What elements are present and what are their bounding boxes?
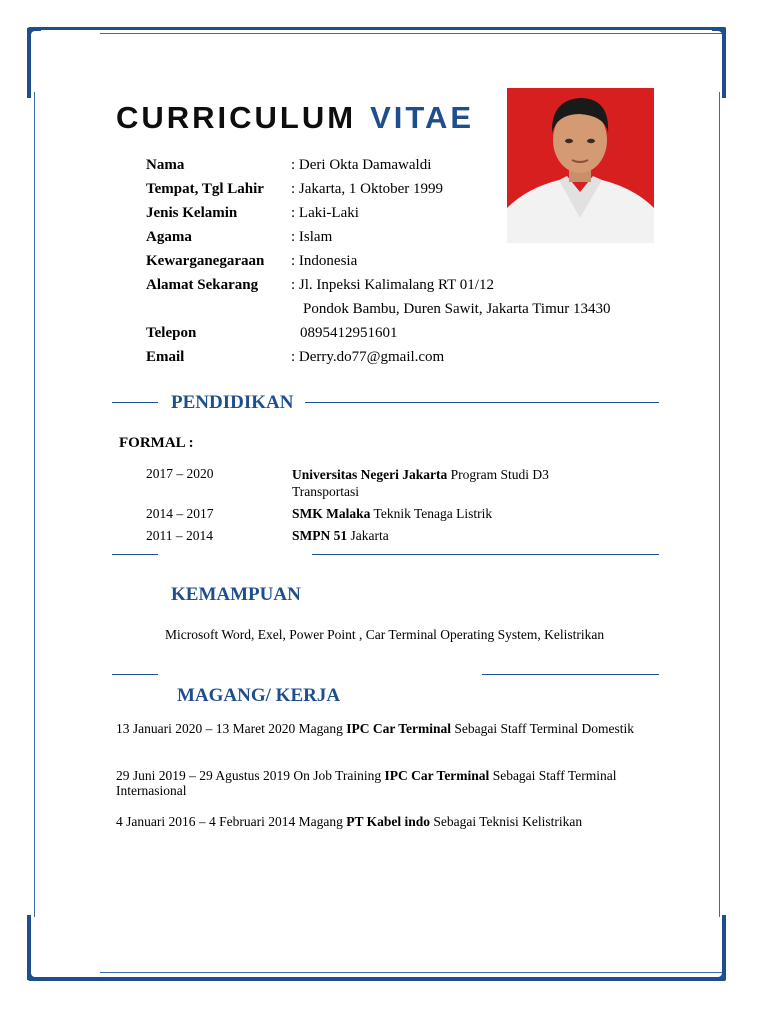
work-period: 29 Juni 2019 – 29 Agustus 2019 On Job Training: [116, 768, 385, 783]
title-curriculum: CURRICULUM: [116, 100, 357, 135]
section-heading-magang-kerja: MAGANG/ KERJA: [177, 685, 341, 706]
value-tempat-tgl-lahir: : Jakarta, 1 Oktober 1999: [291, 181, 444, 197]
value-alamat-line1: : Jl. Inpeksi Kalimalang RT 01/12: [291, 277, 494, 293]
work-entry: [116, 721, 636, 736]
work-entry: [116, 814, 636, 829]
work-period: 13 Januari 2020 – 13 Maret 2020 Magang: [116, 721, 347, 736]
divider-right: [482, 674, 659, 675]
formal-label: FORMAL :: [119, 435, 194, 451]
edu-years: 2014 – 2017: [146, 506, 214, 521]
label-alamat-sekarang: Alamat Sekarang: [146, 277, 259, 293]
value-agama: : Islam: [291, 229, 333, 245]
value-jenis-kelamin: : Laki-Laki: [291, 205, 359, 221]
divider-left: [112, 554, 158, 555]
profile-photo: [507, 88, 654, 243]
title-vitae: VITAE: [370, 100, 475, 135]
frame-right-line: [719, 92, 720, 917]
work-period: 4 Januari 2016 – 4 Februari 2014 Magang: [116, 814, 347, 829]
work-role: Sebagai Teknisi Kelistrikan: [430, 814, 583, 829]
page-title: [116, 100, 474, 136]
frame-corner-bottom-left: [27, 967, 41, 981]
work-role: Sebagai Staff Terminal Domestik: [450, 721, 635, 736]
skills-text: Microsoft Word, Exel, Power Point , Car Terminal Operating System, Kelistrikan: [165, 627, 605, 642]
value-kewarganegaraan: : Indonesia: [291, 253, 358, 269]
edu-years: 2011 – 2014: [146, 528, 213, 543]
edu-school: SMPN 51: [292, 528, 348, 543]
divider-right: [312, 554, 659, 555]
edu-detail: Teknik Tenaga Listrik: [370, 506, 493, 521]
section-heading-pendidikan: PENDIDIKAN: [171, 392, 294, 413]
frame-top-border: [28, 27, 726, 30]
edu-detail: Jakarta: [347, 528, 389, 543]
divider-left: [112, 674, 158, 675]
edu-entry: [292, 528, 389, 544]
frame-bottom-inner-line: [100, 972, 724, 973]
work-company: PT Kabel indo: [346, 814, 430, 829]
label-telepon: Telepon: [146, 325, 197, 341]
edu-years: 2017 – 2020: [146, 466, 214, 481]
work-entry: [116, 768, 636, 798]
divider-right: [305, 402, 659, 403]
frame-bottom-border: [28, 977, 726, 981]
label-jenis-kelamin: Jenis Kelamin: [146, 205, 238, 221]
work-role: Sebagai Staff Terminal Internasional: [116, 768, 617, 798]
label-email: Email: [146, 349, 185, 365]
edu-entry: [292, 506, 492, 522]
edu-detail-line2: Transportasi: [292, 484, 360, 499]
edu-detail: Program Studi D3: [447, 467, 549, 482]
edu-entry: [292, 466, 592, 500]
label-kewarganegaraan: Kewarganegaraan: [146, 253, 265, 269]
frame-left-line: [34, 92, 35, 917]
frame-top-inner-line: [100, 33, 724, 34]
label-tempat-tgl-lahir: Tempat, Tgl Lahir: [146, 181, 264, 197]
profile-photo-image: [507, 88, 654, 243]
value-nama: : Deri Okta Damawaldi: [291, 157, 432, 173]
value-alamat-line2: Pondok Bambu, Duren Sawit, Jakarta Timur 13430: [303, 301, 611, 317]
frame-corner-top-left: [27, 27, 41, 41]
work-company: IPC Car Terminal: [346, 721, 451, 736]
edu-school: Universitas Negeri Jakarta: [292, 467, 448, 482]
edu-school: SMK Malaka: [292, 506, 371, 521]
work-company: IPC Car Terminal: [384, 768, 490, 783]
value-telepon: 0895412951601: [300, 325, 398, 341]
divider-left: [112, 402, 158, 403]
frame-corner-top-right: [712, 27, 726, 41]
value-email: : Derry.do77@gmail.com: [291, 349, 445, 365]
label-nama: Nama: [146, 157, 185, 173]
section-heading-kemampuan: KEMAMPUAN: [171, 584, 301, 605]
label-agama: Agama: [146, 229, 192, 245]
